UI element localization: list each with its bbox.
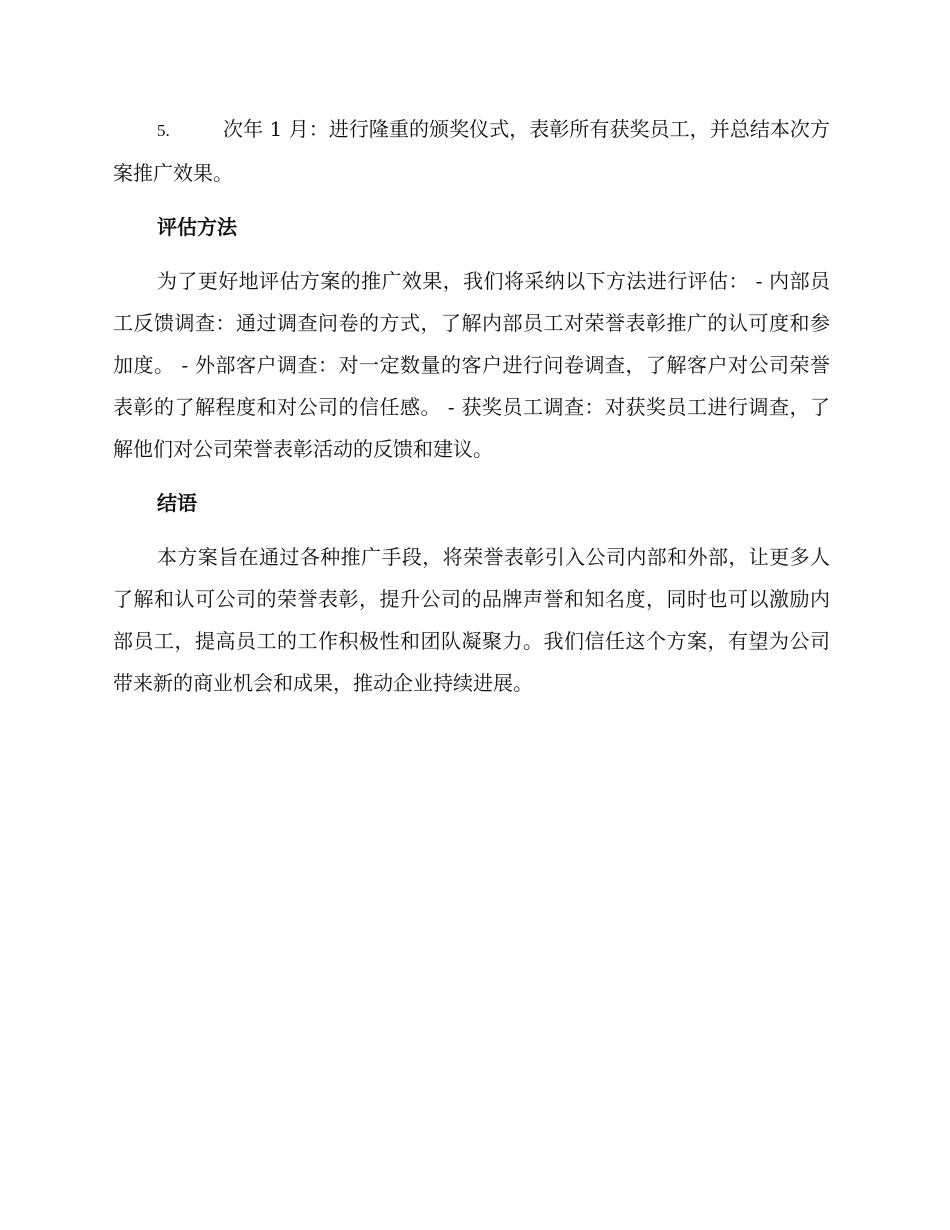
list-item-5 xyxy=(113,108,830,194)
list-item-text: 次年 1 月：进行隆重的颁奖仪式，表彰所有获奖员工，并总结本次方案推广效果。 xyxy=(113,117,830,185)
document-body xyxy=(113,108,830,704)
list-number: 5. xyxy=(157,121,170,140)
section-heading-evaluation: 评估方法 xyxy=(157,215,237,239)
evaluation-paragraph: 为了更好地评估方案的推广效果，我们将采纳以下方法进行评估： - 内部员工反馈调查：通过调查问卷的方式，了解内部员工对荣誉表彰推广的认可度和参加度。 - 外部客户调查：对一定数量的客户进行问卷调查，了解客户对公司荣誉表彰的了解程度和对公司的信任感。 - 获奖员工调查：对获奖员工进行调查，了解他们对公司荣誉表彰活动的反馈和建议。 xyxy=(113,269,830,461)
conclusion-paragraph: 本方案旨在通过各种推广手段，将荣誉表彰引入公司内部和外部，让更多人了解和认可公司的荣誉表彰，提升公司的品牌声誉和知名度，同时也可以激励内部员工，提高员工的工作积极性和团队凝聚力。我们信任这个方案，有望为公司带来新的商业机会和成果，推动企业持续进展。 xyxy=(113,545,830,695)
section-heading-conclusion: 结语 xyxy=(157,491,197,515)
